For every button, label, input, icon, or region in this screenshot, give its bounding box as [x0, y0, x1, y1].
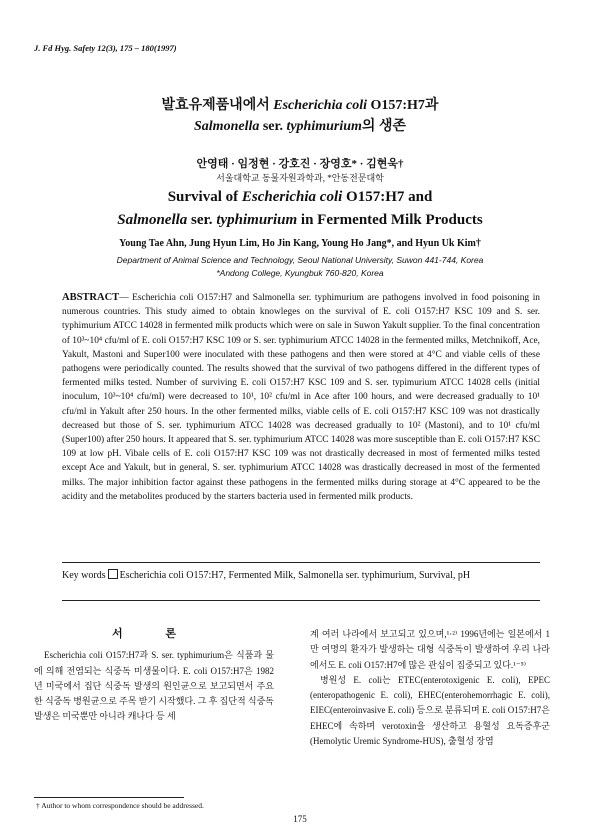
english-title-part: O157:H7 and — [342, 189, 433, 205]
intro-paragraph-2: 병원성 E. coli는 ETEC(enterotoxigenic E. coli), EPEC (enteropathogenic E. coli), EHEC(enterohemorrhagic E. coli), EIEC(enteroinvasive E. coli) 등으로 분류되며 E. coli O157:H7은 EHEC에 속하며 verotoxin을 생산하고 용혈성 요독증후군(Hemolytic Uremic Syndrome-HUS), 출혈성 장염 — [310, 674, 550, 747]
english-title-part: ser. — [187, 212, 217, 228]
english-title-part: Survival of — [167, 189, 242, 205]
korean-title-species: typhimurium — [286, 119, 362, 134]
keywords-text: Escherichia coli O157:H7, Fermented Milk, Salmonella ser. typhimurium, Survival, pH — [119, 570, 471, 581]
abstract-heading: ABSTRACT — [62, 292, 120, 303]
left-column — [34, 627, 274, 725]
korean-authors: 안영태 · 임정현 · 강호진 · 장영호* · 김현욱† — [196, 158, 404, 170]
page-number: 175 — [293, 814, 307, 824]
korean-title-part: 발효유제품내에서 — [161, 98, 274, 113]
intro-paragraph-1: Escherichia coli O157:H7과 S. ser. typhimurium은 식품과 물에 의해 전염되는 식중독 미생물이다. E. coli O157:H7은 1982년 미국에서 집단 식중독 발생의 원인균으로 보고되면서 주요한 식중독 병원균으로 주목 받기 시작했다. 그 후 집단적 식중독 발생은 미국뿐만 아니라 캐나다 등 세 — [34, 650, 274, 722]
korean-title-part: 의 생존 — [361, 119, 406, 134]
korean-affiliation: 서울대학교 동물자원과학과, *안동전문대학 — [216, 173, 384, 183]
english-title-species: Escherichia coli — [241, 189, 343, 205]
korean-title-part: ser. — [259, 119, 287, 134]
journal-citation: J. Fd Hyg. Safety 12(3), 175 – 180(1997) — [34, 43, 177, 53]
abstract-rule-bottom — [62, 600, 540, 601]
english-title — [0, 186, 600, 232]
english-affiliation-2: *Andong College, Kyungbuk 760-820, Korea — [216, 268, 384, 278]
abstract — [62, 291, 540, 504]
section-heading-introduction: 서 론 — [111, 628, 196, 640]
abstract-rule-top — [62, 562, 540, 563]
english-affiliation-1: Department of Animal Science and Technology, Seoul National University, Suwon 441-744, Korea — [116, 255, 484, 265]
footnote-rule — [34, 797, 184, 798]
korean-title-species: Escherichia coli — [273, 98, 367, 113]
abstract-body: — Escherichia coli O157:H7 and Salmonella ser. typhimurium are pathogens involved in food poisoning in numerous countries. This study aimed to obtain knowleges on the survival of E. coli O157:H7 KSC 109 and S. ser. typhimurium ATCC 14028 in fermented milk products which were on sale in Suwon Yakult supplier. To the final concentration of 10³~10⁴ cfu/ml of E. coli O157:H7 KSC 109 or S. ser. typhimurium ATCC 14028 in the fermented milks, Metchnikoff, Ace, Yakult, Mastoni and Super100 were inoculated with these pathogens and then were stored at 4°C and viable cells of these pathogens were periodically counted. The results showed that the survival of two pathogens differed in the different types of fermented milks tested. Number of surviving E. coli O157:H7 KSC 109 and S. ser. typimurium ATCC 14028 cells (initial inoculum, 10³~10⁴ cfu/ml) were decreased to 10¹, 10² cfu/ml in Ace after 100 hours, and were decreased gradually to 10¹ cfu/ml in Yakult after 250 hours. In the other fermented milks, viable cells of E. coli O157:H7 KSC 109 was not drastically decreased but those of S. ser. typhimurium ATCC 14028 was decreased gradually to 10² (Mastoni), and to 10¹ cfu/ml (Super100) after 250 hours. It appeared that S. ser. typhimurium ATCC 14028 was more susceptible than E. coli O157:H7 KSC 109 at low pH. Vibale cells of E. coli O157:H7 KSC 109 was not drastically decreased in most of fermented milks tested except Ace and Yakult, but in general, S. ser. typhimurium ATCC 14028 was drastically decreased in most of the fermented milks. The major inhibition factor against these pathogens in the fermented milks during storage at 4°C appeared to be the acidity and the metabolites produced by the starters bacteria used in fermented milk products. — [62, 293, 540, 502]
right-column — [310, 627, 550, 749]
english-title-part: in Fermented Milk Products — [297, 212, 483, 228]
english-title-species: typhimurium — [216, 212, 298, 228]
keywords — [62, 568, 540, 583]
footnote: † Author to whom correspondence should be addressed. — [36, 801, 204, 810]
keywords-box-icon — [108, 569, 118, 579]
english-authors: Young Tae Ahn, Jung Hyun Lim, Ho Jin Kang, Young Ho Jang*, and Hyun Uk Kim† — [119, 238, 481, 249]
english-title-species: Salmonella — [117, 212, 188, 228]
korean-title-species: Salmonella — [194, 119, 260, 134]
korean-title-part: O157:H7과 — [366, 98, 439, 113]
intro-paragraph-continued: 계 여러 나라에서 보고되고 있으며,¹·²⁾ 1996년에는 일본에서 1만 여명의 환자가 발생하는 대형 식중독이 발생하여 우리 나라에서도 E. coli O157:H7에 많은 관심이 집중되고 있다.¹⁻⁵⁾ — [310, 629, 550, 670]
keywords-label: Key words — [62, 570, 106, 581]
korean-title — [0, 95, 600, 137]
